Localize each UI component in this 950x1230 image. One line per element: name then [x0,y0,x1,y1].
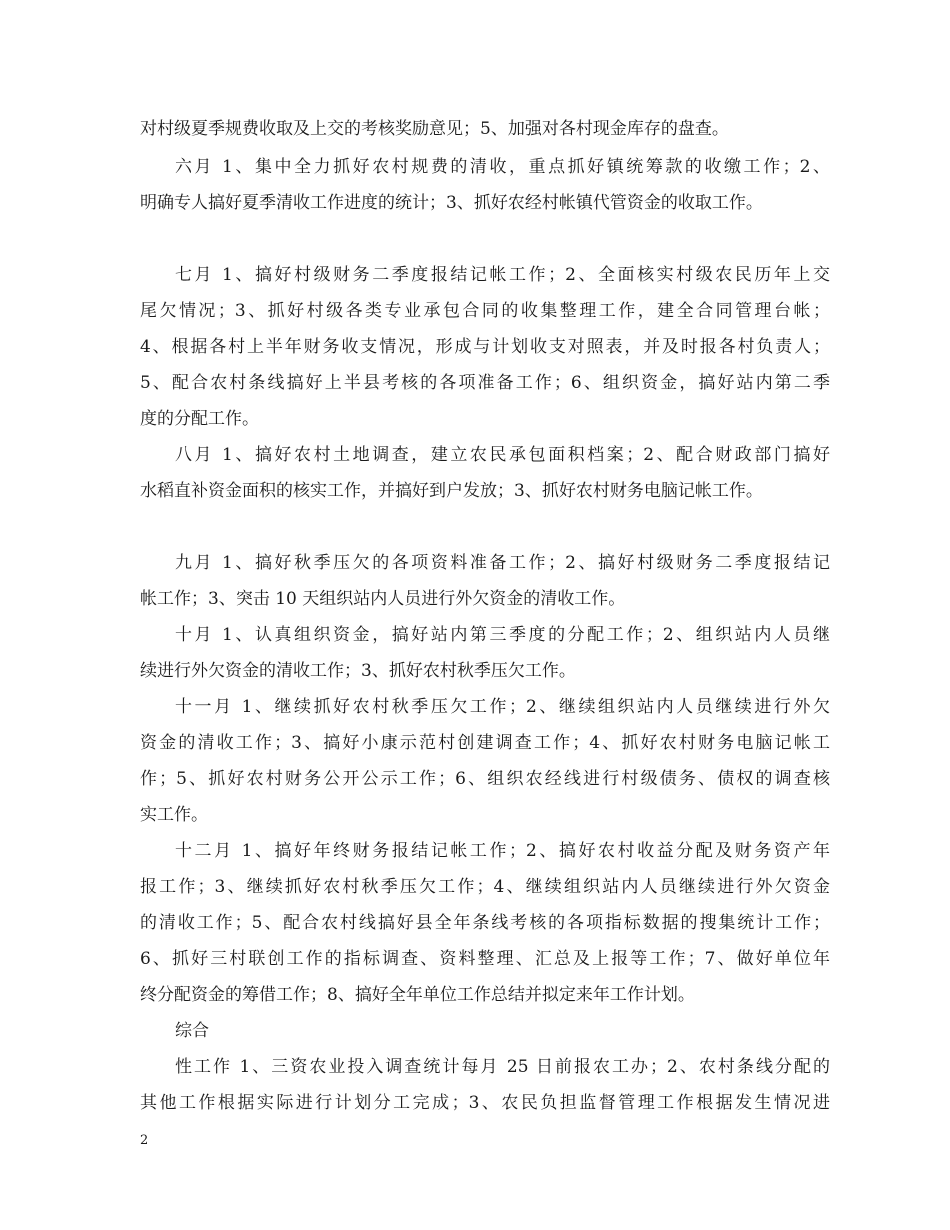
text-line: 资金的清收工作；3、搞好小康示范村创建调查工作；4、抓好农村财务电脑记帐工 [140,733,830,753]
text-line: 六月 1、集中全力抓好农村规费的清收，重点抓好镇统筹款的收缴工作；2、 [175,157,830,177]
text-line: 十二月 1、搞好年终财务报结记帐工作；2、搞好农村收益分配及财务资产年 [175,841,830,861]
text-line: 十月 1、认真组织资金，搞好站内第三季度的分配工作；2、组织站内人员继 [175,625,830,645]
text-line: 度的分配工作。 [140,409,259,429]
text-line: 作；5、抓好农村财务公开公示工作；6、组织农经线进行村级债务、债权的调查核 [140,769,830,789]
text-line: 实工作。 [140,805,208,825]
text-line: 对村级夏季规费收取及上交的考核奖励意见；5、加强对各村现金库存的盘查。 [140,119,729,139]
text-line: 4、根据各村上半年财务收支情况，形成与计划收支对照表，并及时报各村负责人； [140,337,830,357]
text-line: 的清收工作；5、配合农村线搞好县全年条线考核的各项指标数据的搜集统计工作； [140,913,830,933]
text-line: 性工作 1、三资农业投入调查统计每月 25 日前报农工办；2、农村条线分配的 [175,1057,830,1077]
text-line: 水稻直补资金面积的核实工作，并搞好到户发放；3、抓好农村财务电脑记帐工作。 [140,481,763,501]
text-line: 九月 1、搞好秋季压欠的各项资料准备工作；2、搞好村级财务二季度报结记 [175,553,830,573]
text-line: 6、抓好三村联创工作的指标调查、资料整理、汇总及上报等工作；7、做好单位年 [140,949,830,969]
text-line: 七月 1、搞好村级财务二季度报结记帐工作；2、全面核实村级农民历年上交 [175,265,830,285]
text-line: 其他工作根据实际进行计划分工完成；3、农民负担监督管理工作根据发生情况进 [140,1093,830,1113]
text-line: 尾欠情况；3、抓好村级各类专业承包合同的收集整理工作，建全合同管理台帐； [140,301,830,321]
text-line: 综合 [175,1021,209,1041]
text-line: 报工作；3、继续抓好农村秋季压欠工作；4、继续组织站内人员继续进行外欠资金 [140,877,830,897]
text-line: 八月 1、搞好农村土地调查，建立农民承包面积档案；2、配合财政部门搞好 [175,445,830,465]
text-line: 终分配资金的筹借工作；8、搞好全年单位工作总结并拟定来年工作计划。 [140,985,695,1005]
page-number: 2 [140,1133,149,1148]
text-line: 5、配合农村条线搞好上半县考核的各项准备工作；6、组织资金，搞好站内第二季 [140,373,830,393]
text-line: 帐工作；3、突击 10 天组织站内人员进行外欠资金的清收工作。 [140,589,626,609]
text-line: 明确专人搞好夏季清收工作进度的统计；3、抓好农经村帐镇代管资金的收取工作。 [140,193,763,213]
text-line: 续进行外欠资金的清收工作；3、抓好农村秋季压欠工作。 [140,661,576,681]
text-line: 十一月 1、继续抓好农村秋季压欠工作；2、继续组织站内人员继续进行外欠 [175,697,830,717]
